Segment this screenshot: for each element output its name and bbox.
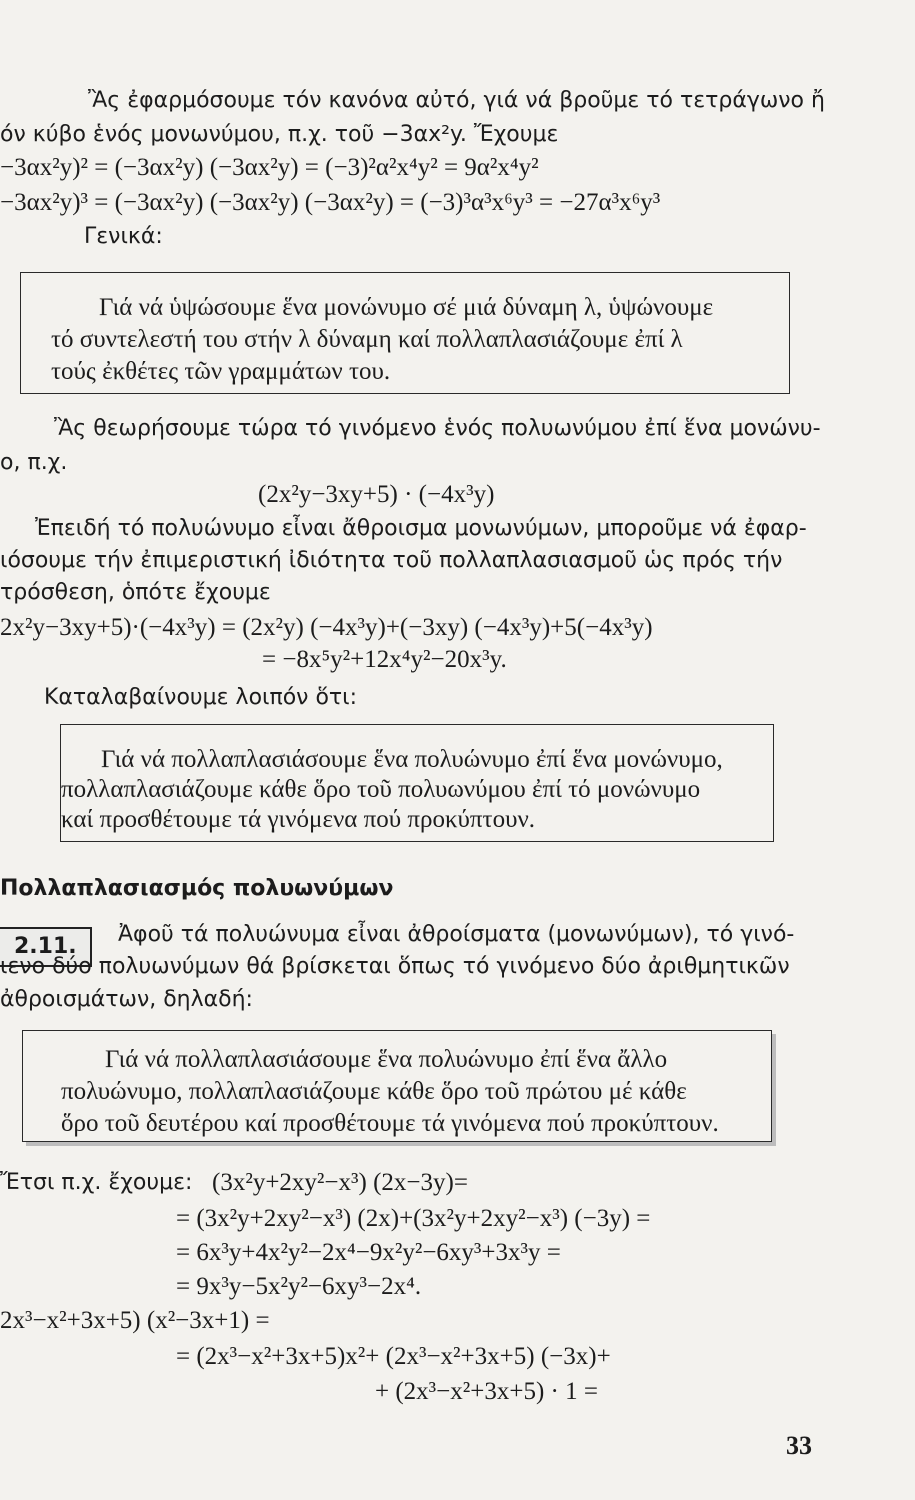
rule-line: καί προσθέτουμε τά γινόμενα πού προκύπτουν.	[61, 806, 536, 833]
equation-line: + (2x³−x²+3x+5) · 1 =	[375, 1378, 598, 1405]
text-line: ιόσουμε τήν ἐπιμεριστική ἰδιότητα τοῦ πολλαπλασιασμοῦ ὡς πρός τήν	[0, 548, 783, 573]
text-line: ἀθροισμάτων, δηλαδή:	[0, 987, 253, 1012]
equation-line: (2x²y−3xy+5) · (−4x³y)	[258, 481, 495, 508]
equation-line: −3αx²y)² = (−3αx²y) (−3αx²y) = (−3)²α²x⁴y² = 9α²x⁴y²	[0, 154, 539, 181]
equation-line: = 6x³y+4x²y²−2x⁴−9x²y²−6xy³+3x³y =	[176, 1239, 561, 1266]
rule-box-1	[20, 272, 790, 394]
text-line: Ἔτσι π.χ. ἔχουμε:	[0, 1170, 193, 1195]
rule-line: πολλαπλασιάζουμε κάθε ὅρο τοῦ πολυωνύμου ἐπί τό μονώνυμο	[61, 776, 701, 803]
equation-line: 2x²y−3xy+5)·(−4x³y) = (2x²y) (−4x³y)+(−3xy) (−4x³y)+5(−4x³y)	[0, 614, 653, 641]
equation-line: (3x²y+2xy²−x³) (2x−3y)=	[212, 1169, 468, 1196]
section-title: Πολλαπλασιασμός πολυωνύμων	[0, 876, 394, 901]
text-line: όν κύβο ἑνός μονωνύμου, π.χ. τοῦ −3αx²y. Ἔχουμε	[0, 122, 559, 147]
equation-line: 2x³−x²+3x+5) (x²−3x+1) =	[0, 1307, 270, 1334]
rule-box-3	[22, 1030, 772, 1142]
equation-line: −3αx²y)³ = (−3αx²y) (−3αx²y) (−3αx²y) = (−3)³α³x⁶y³ = −27α³x⁶y³	[0, 189, 661, 216]
text-line: ιενο δύο πολυωνύμων θά βρίσκεται ὅπως τό γινόμενο δύο ἀριθμητικῶν	[0, 954, 790, 979]
rule-line: Γιά νά πολλαπλασιάσουμε ἕνα πολυώνυμο ἐπί ἕνα μονώνυμο,	[101, 746, 723, 773]
rule-line: τό συντελεστή του στήν λ δύναμη καί πολλαπλασιάζουμε ἐπί λ	[51, 326, 683, 353]
text-line: ο, π.χ.	[0, 450, 68, 475]
equation-line: = (3x²y+2xy²−x³) (2x)+(3x²y+2xy²−x³) (−3y) =	[176, 1205, 651, 1232]
text-line: τρόσθεση, ὁπότε ἔχουμε	[0, 580, 271, 605]
rule-line: πολυώνυμο, πολλαπλασιάζουμε κάθε ὅρο τοῦ πρώτου μέ κάθε	[61, 1078, 687, 1105]
section-number: 2.11.	[14, 934, 77, 959]
text-line: Ἂς θεωρήσουμε τώρα τό γινόμενο ἑνός πολυωνύμου ἐπί ἕνα μονώνυ-	[54, 416, 821, 441]
text-line: Καταλαβαίνουμε λοιπόν ὅτι:	[44, 685, 358, 710]
rule-box-2	[60, 724, 774, 842]
text-line: Ἂς ἐφαρμόσουμε τόν κανόνα αὐτό, γιά νά βροῦμε τό τετράγωνο ἤ	[88, 88, 825, 113]
rule-line: Γιά νά ὑψώσουμε ἕνα μονώνυμο σέ μιά δύναμη λ, ὑψώνουμε	[99, 294, 714, 321]
rule-line: ὅρο τοῦ δευτέρου καί προσθέτουμε τά γινόμενα πού προκύπτουν.	[61, 1110, 719, 1137]
page-number: 33	[786, 1431, 812, 1460]
rule-line: Γιά νά πολλαπλασιάσουμε ἕνα πολυώνυμο ἐπί ἕνα ἄλλο	[105, 1046, 668, 1073]
equation-line: = 9x³y−5x²y²−6xy³−2x⁴.	[176, 1273, 422, 1300]
equation-line: = −8x⁵y²+12x⁴y²−20x³y.	[262, 646, 507, 673]
rule-line: τούς ἐκθέτες τῶν γραμμάτων του.	[51, 358, 391, 385]
text-line: Ἀφοῦ τά πολυώνυμα εἶναι ἀθροίσματα (μονωνύμων), τό γινό-	[118, 922, 795, 947]
equation-line: = (2x³−x²+3x+5)x²+ (2x³−x²+3x+5) (−3x)+	[176, 1343, 611, 1370]
text-line: Γενικά:	[84, 224, 163, 249]
text-line: Ἐπειδή τό πολυώνυμο εἶναι ἄθροισμα μονωνύμων, μποροῦμε νά ἐφαρ-	[35, 516, 807, 541]
